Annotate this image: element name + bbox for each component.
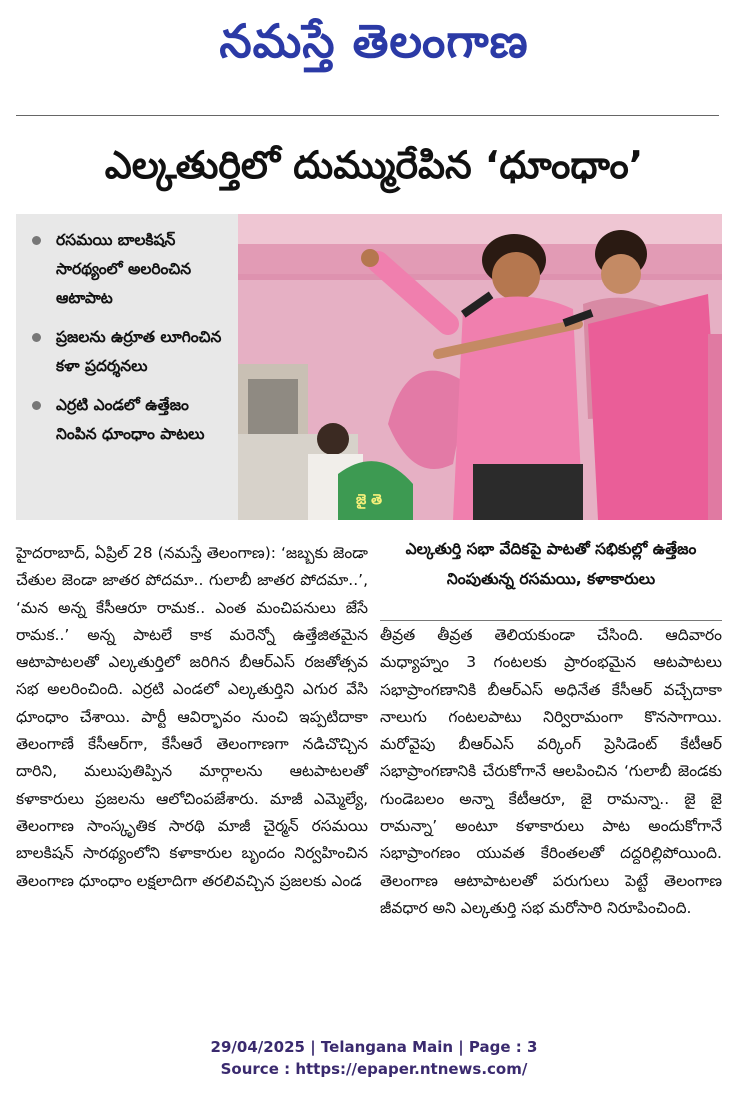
photo-caption: ఎల్కతుర్తి సభా వేదికపై పాటతో సభికుల్లో ఉత్తేజం నింపుతున్న రసమయి, కళాకారులు (405, 540, 697, 588)
article-column-left (16, 540, 368, 895)
article-column-right (380, 622, 722, 922)
highlight-text: ప్రజలను ఉర్రూత లూగించిన కళా ప్రదర్శనలు (56, 328, 222, 375)
highlight-text: ఎర్రటి ఎండలో ఉత్తేజం నింపిన ధూంధాం పాటలు (56, 396, 205, 443)
bullet-icon (32, 401, 41, 410)
article-text: హైదరాబాద్, ఏప్రిల్ 28 (నమస్తే తెలంగాణ): ‘జబ్బకు జెండా చేతుల జెండా జాతర పోదమా.. గులాబీ జాతర పోదమా..’, ‘మన అన్న కేసీఆరూ రామక.. ఎంత మంచిపనులు జేసే రామక..’ అన్న పాటలే కాక మరెన్నో ఉత్తేజితమైన ఆటాపాటలతో ఎల్కతుర్తిలో జరిగిన బీఆర్‌ఎస్ రజతోత్సవ సభ అలరించింది. ఎర్రటి ఎండలో ఎల్కతుర్తిని ఎగుర వేసి ధూంధాం చేశాయి. పార్టీ ఆవిర్భావం నుంచి ఇప్పటిదాకా తెలంగాణే కేసీఆర్‌గా, కేసీఆరే తెలంగాణగా నడిచొచ్చిన దారిని, మలుపుతిప్పిన మార్గాలను ఆటపాటలతో కళాకారులు ప్రజలను ఆలోచింపజేశారు. మాజీ ఎమ్మెల్యే, తెలంగాణ సాంస్కృతిక సారథి మాజీ చైర్మన్ రసమయి బాలకిషన్ సారథ్యంలోని కళాకారుల బృందం నిర్వహించిన తెలంగాణ ధూంధాం లక్షలాదిగా తరలివచ్చిన ప్రజలకు ఎండ (16, 544, 368, 890)
caption-divider (380, 620, 722, 621)
highlight-text: రసమయి బాలకిషన్ సారథ్యంలో అలరించిన ఆటాపాట (56, 231, 192, 307)
highlight-item (30, 391, 232, 449)
masthead-divider (16, 115, 719, 116)
footer-source: Source : https://epaper.ntnews.com/ (220, 1060, 528, 1078)
highlights-panel (16, 214, 238, 520)
article-text: తీవ్రత తీవ్రత తెలియకుండా చేసింది. ఆదివారం మధ్యాహ్నం 3 గంటలకు ప్రారంభమైన ఆటపాటలు సభాప్రాంగణానికి బీఆర్‌ఎస్ అధినేత కేసీఆర్ వచ్చేదాకా నాలుగు గంటలపాటు నిర్విరామంగా కొనసాగాయి. మరోవైపు బీఆర్‌ఎస్ వర్కింగ్ ప్రెసిడెంట్ కేటీఆర్ సభాప్రాంగణానికి చేరుకోగానే ఆలపించిన ‘గులాబీ జెండకు గుండెబలం అన్నా కేటీఆరూ, జై రామన్నా.. జై జై రామన్నా’ అంటూ కళాకారులు పాట అందుకోగానే సభాప్రాంగణం యువత కేరింతలతో దద్దరిల్లిపోయింది. తెలంగాణ ఆటాపాటలతో పరుగులు పెట్టే తెలంగాణ జీవధార అని ఎల్కతుర్తి సభ మరోసారి నిరూపించింది. (380, 626, 722, 917)
stage-photo (238, 214, 722, 520)
masthead-title: నమస్తే తెలంగాణ (219, 14, 529, 68)
headline: ఎల్కతుర్తిలో దుమ్మురేపిన ‘ధూంధాం’ (104, 143, 644, 187)
bullet-icon (32, 236, 41, 245)
highlight-item (30, 226, 232, 313)
banner-text: జై తె (356, 492, 382, 508)
stage-photo-illustration (238, 214, 722, 520)
bullet-icon (32, 333, 41, 342)
highlight-item (30, 323, 232, 381)
footer-edition-info: 29/04/2025 | Telangana Main | Page : 3 (210, 1038, 538, 1056)
